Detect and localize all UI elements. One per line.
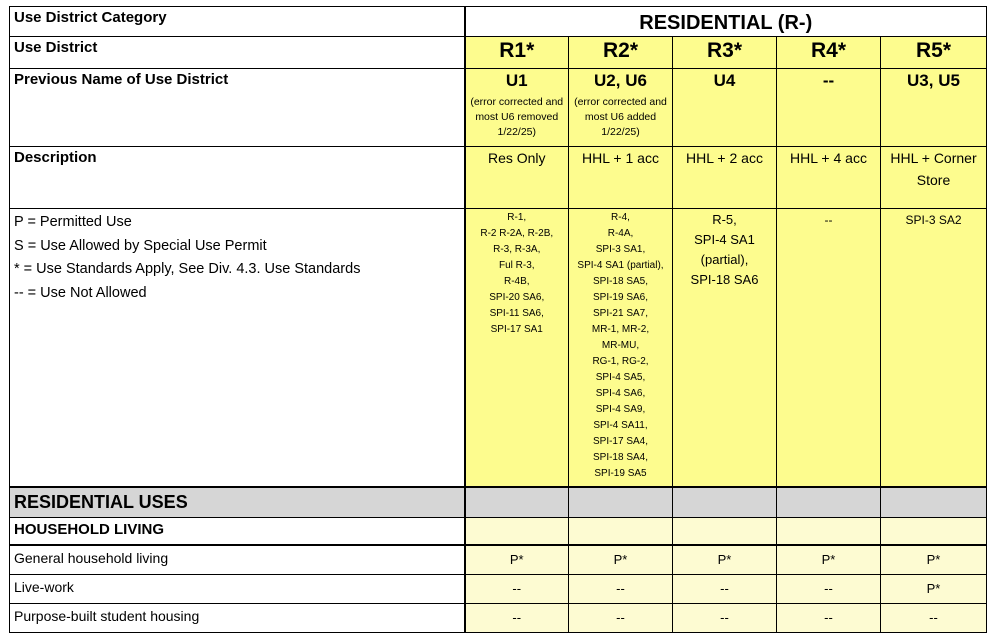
example-district: SPI-4 SA9, bbox=[595, 404, 646, 415]
subsection-cell bbox=[465, 517, 569, 545]
previous-name-note: (error corrected and most U6 removed 1/22/25) bbox=[470, 96, 564, 138]
example-district: (partial), bbox=[700, 252, 749, 267]
use-value-r3: -- bbox=[673, 574, 777, 603]
use-value-r3: P* bbox=[673, 545, 777, 574]
use-value-r2: P* bbox=[569, 545, 673, 574]
description-r4: HHL + 4 acc bbox=[777, 147, 881, 209]
examples-r3 bbox=[673, 209, 777, 487]
example-district: SPI-3 SA2 bbox=[905, 213, 962, 227]
use-value-r5: P* bbox=[881, 574, 987, 603]
section-title: RESIDENTIAL USES bbox=[10, 487, 465, 518]
district-code-r2: R2* bbox=[569, 37, 673, 69]
previous-name-value: U2, U6 bbox=[594, 71, 647, 90]
district-code-r5: R5* bbox=[881, 37, 987, 69]
previous-name-r1 bbox=[465, 69, 569, 147]
previous-name-r5 bbox=[881, 69, 987, 147]
example-district: SPI-3 SA1, bbox=[595, 244, 646, 255]
previous-name-r4 bbox=[777, 69, 881, 147]
previous-name-r3 bbox=[673, 69, 777, 147]
previous-name-value: -- bbox=[822, 71, 835, 90]
subsection-cell bbox=[777, 517, 881, 545]
section-cell bbox=[777, 487, 881, 518]
legend bbox=[10, 209, 465, 487]
examples-r1 bbox=[465, 209, 569, 487]
example-district: SPI-17 SA1 bbox=[490, 324, 543, 335]
section-cell bbox=[465, 487, 569, 518]
previous-name-r2 bbox=[569, 69, 673, 147]
legend-item: P = Permitted Use bbox=[14, 214, 132, 230]
example-district: SPI-17 SA4, bbox=[592, 436, 649, 447]
example-district: R-1, bbox=[507, 212, 527, 223]
examples-r5 bbox=[881, 209, 987, 487]
previous-name-note: (error corrected and most U6 added 1/22/25) bbox=[574, 96, 667, 138]
example-district: SPI-18 SA4, bbox=[592, 452, 649, 463]
example-district: MR-MU, bbox=[601, 340, 640, 351]
section-cell bbox=[673, 487, 777, 518]
use-value-r2: -- bbox=[569, 574, 673, 603]
district-code-r3: R3* bbox=[673, 37, 777, 69]
use-name: General household living bbox=[10, 545, 465, 574]
examples-r2 bbox=[569, 209, 673, 487]
previous-name-value: U1 bbox=[505, 71, 528, 90]
section-cell bbox=[569, 487, 673, 518]
example-district: SPI-19 SA5 bbox=[594, 468, 647, 479]
use-value-r1: -- bbox=[465, 603, 569, 632]
legend-item: S = Use Allowed by Special Use Permit bbox=[14, 237, 267, 254]
example-district: R-4A, bbox=[607, 228, 634, 239]
example-district: RG-1, RG-2, bbox=[592, 356, 649, 367]
example-district: SPI-4 SA1 bbox=[694, 232, 755, 247]
use-value-r5: -- bbox=[881, 603, 987, 632]
example-district: R-5, bbox=[712, 212, 737, 227]
example-district: Ful R-3, bbox=[498, 260, 535, 271]
description-r3: HHL + 2 acc bbox=[673, 147, 777, 209]
example-district: SPI-11 SA6, bbox=[489, 308, 544, 319]
example-district: SPI-4 SA6, bbox=[595, 388, 646, 399]
use-district-label: Use District bbox=[10, 37, 465, 69]
example-district: SPI-19 SA6, bbox=[592, 292, 649, 303]
subsection-title: HOUSEHOLD LIVING bbox=[10, 517, 465, 545]
description-r5: HHL + Corner Store bbox=[881, 147, 987, 209]
previous-name-value: U4 bbox=[713, 71, 736, 90]
example-district: SPI-4 SA5, bbox=[595, 372, 646, 383]
legend-item: * = Use Standards Apply, See Div. 4.3. Use Standards bbox=[14, 261, 361, 277]
example-district: SPI-4 SA1 (partial), bbox=[577, 260, 664, 271]
use-value-r2: -- bbox=[569, 603, 673, 632]
previous-name-value: U3, U5 bbox=[907, 71, 960, 90]
subsection-cell bbox=[881, 517, 987, 545]
use-name: Live-work bbox=[10, 574, 465, 603]
use-value-r4: P* bbox=[777, 545, 881, 574]
district-code-r4: R4* bbox=[777, 37, 881, 69]
legend-item: -- = Use Not Allowed bbox=[14, 284, 147, 301]
use-value-r3: -- bbox=[673, 603, 777, 632]
description-r2: HHL + 1 acc bbox=[569, 147, 673, 209]
use-value-r4: -- bbox=[777, 574, 881, 603]
example-district: -- bbox=[824, 213, 833, 227]
example-district: SPI-20 SA6, bbox=[489, 292, 545, 303]
example-district: R-4, bbox=[611, 212, 630, 223]
example-district: SPI-18 SA6 bbox=[690, 272, 759, 287]
examples-r4 bbox=[777, 209, 881, 487]
district-code-r1: R1* bbox=[465, 37, 569, 69]
subsection-cell bbox=[673, 517, 777, 545]
use-value-r1: P* bbox=[465, 545, 569, 574]
example-district: R-2 R-2A, R-2B, bbox=[480, 228, 554, 239]
example-district: R-3, R-3A, bbox=[493, 244, 541, 255]
use-value-r1: -- bbox=[465, 574, 569, 603]
use-name: Purpose-built student housing bbox=[10, 603, 465, 632]
description-r1: Res Only bbox=[465, 147, 569, 209]
use-value-r4: -- bbox=[777, 603, 881, 632]
use-district-category-label: Use District Category bbox=[10, 7, 465, 37]
previous-name-label: Previous Name of Use District bbox=[10, 69, 465, 147]
section-cell bbox=[881, 487, 987, 518]
category-title: RESIDENTIAL (R-) bbox=[465, 7, 987, 37]
example-district: SPI-21 SA7, bbox=[592, 308, 649, 319]
use-value-r5: P* bbox=[881, 545, 987, 574]
subsection-cell bbox=[569, 517, 673, 545]
example-district: MR-1, MR-2, bbox=[591, 324, 650, 335]
description-label: Description bbox=[10, 147, 465, 209]
example-district: R-4B, bbox=[503, 276, 530, 287]
use-district-table bbox=[9, 6, 987, 633]
example-district: SPI-18 SA5, bbox=[592, 276, 649, 287]
example-district: SPI-4 SA11, bbox=[593, 420, 648, 431]
